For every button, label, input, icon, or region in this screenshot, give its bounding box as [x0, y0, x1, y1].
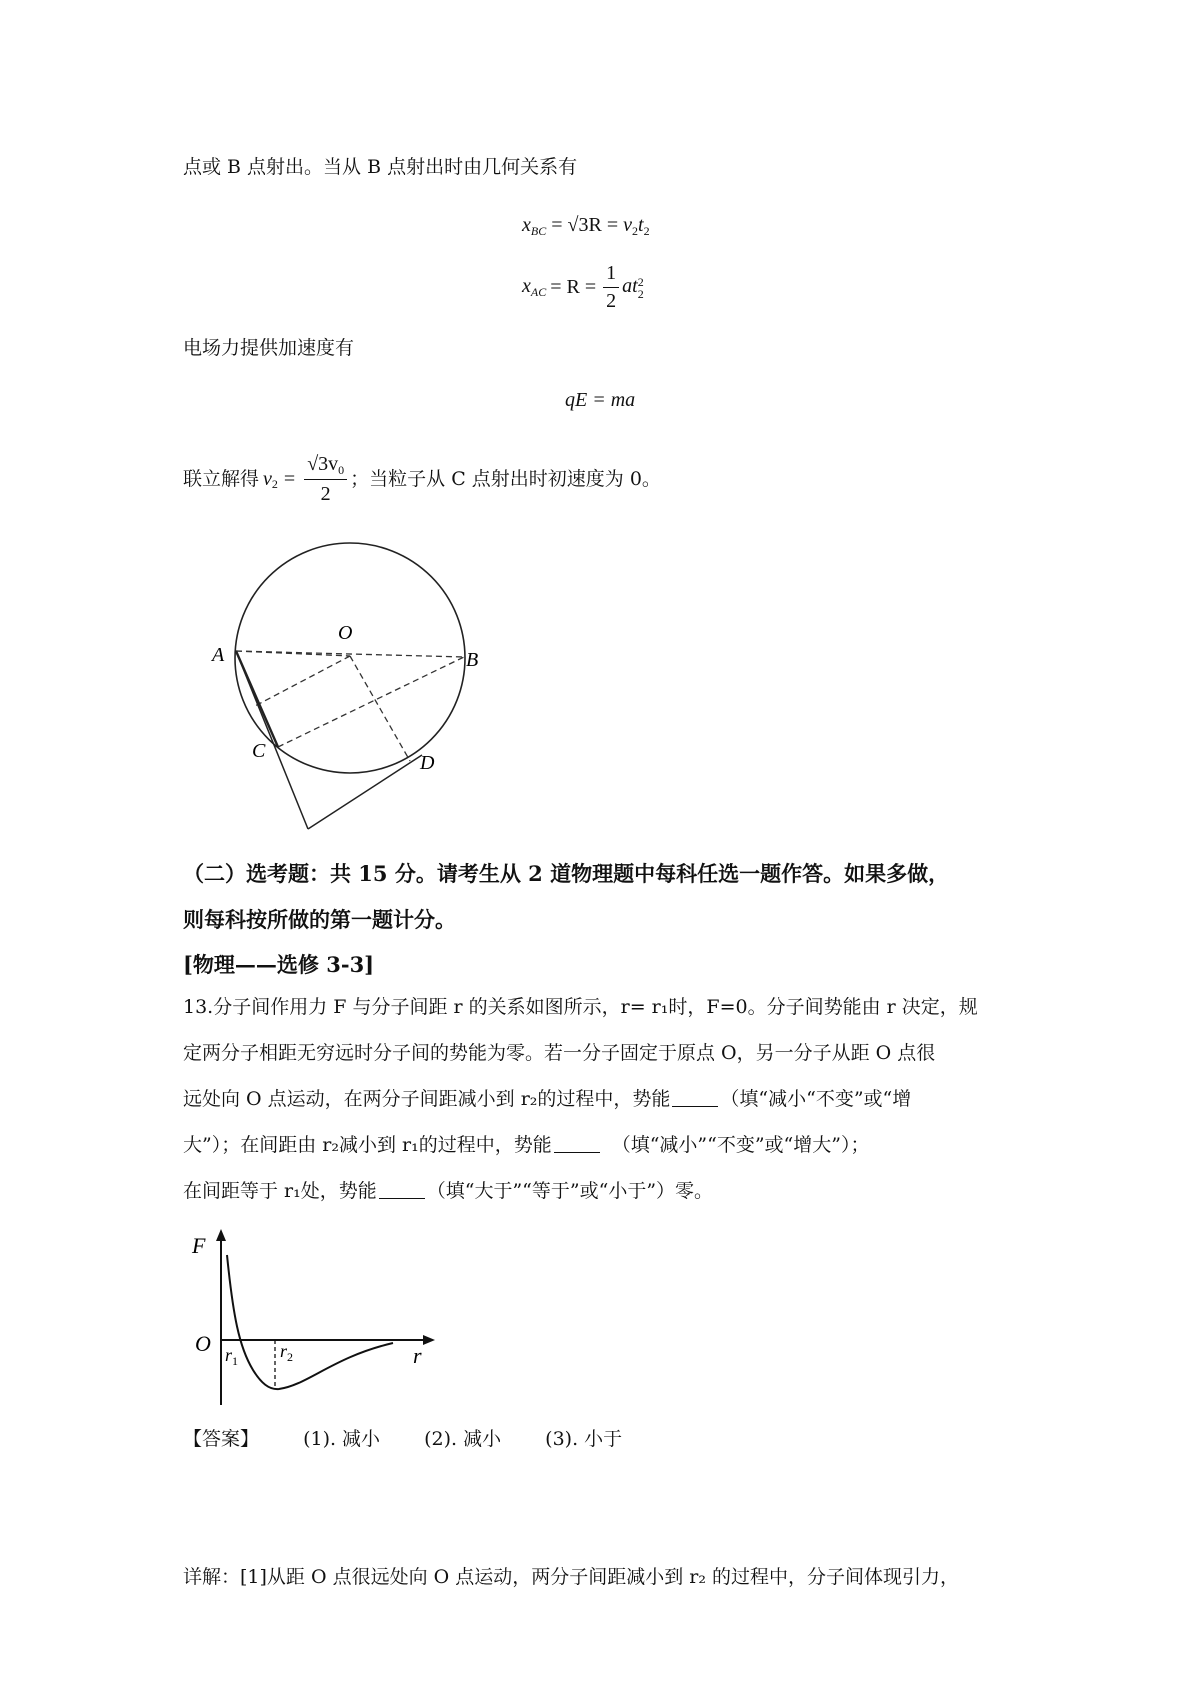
label-d: D — [420, 752, 435, 774]
line-a-extended — [236, 651, 308, 829]
line3-den: 2 — [320, 483, 331, 506]
eq2-sup: 2 — [637, 274, 644, 289]
eq2-num: 1 — [603, 262, 619, 288]
module-label: [物理——选修 3-3] — [183, 952, 375, 977]
explanation-line-1: 详解：[1]从距 O 点很远处向 O 点运动，两分子间距减小到 r₂ 的过程中，分子间体现引力， — [183, 1566, 960, 1588]
q13-line-5 — [183, 1180, 713, 1203]
force-distance-graph — [183, 1225, 443, 1415]
q13-line3-b: （填“减小“不变”或“增 — [720, 1088, 912, 1110]
line3-prefix: 联立解得 — [183, 467, 260, 490]
line3-eq: = — [283, 468, 296, 491]
line3-suffix: ；当粒子从 C 点射出时初速度为 0。 — [350, 467, 661, 490]
answer-blank-1[interactable] — [672, 1090, 718, 1107]
line3-num: √3v — [307, 453, 339, 475]
eq2-lhs: x — [522, 275, 531, 297]
eq1-lhs-sub: BC — [530, 224, 547, 238]
section-heading-line-1: （二）选考题：共 15 分。请考生从 2 道物理题中每科任选一题作答。如果多做， — [183, 861, 950, 886]
eq1-rhs-t: t — [638, 214, 644, 236]
eq2-fraction — [603, 262, 619, 313]
line3-v-sub: 2 — [271, 477, 278, 491]
label-o: O — [338, 622, 353, 644]
eq1-rhs: v — [623, 214, 632, 236]
solution-line-1: 点或 B 点射出。当从 B 点射出时由几何关系有 — [183, 156, 578, 178]
q13-line-3 — [183, 1088, 911, 1111]
x-axis-arrow — [423, 1335, 435, 1345]
r1-text: r — [225, 1345, 233, 1365]
graph-label-o: O — [195, 1331, 211, 1356]
line3-num-sub: 0 — [338, 463, 345, 477]
answer-blank-2[interactable] — [554, 1136, 600, 1153]
dashed-od — [350, 656, 410, 761]
eq2-lhs-sub: AC — [530, 285, 547, 299]
answer-1: (1). 减小 — [303, 1428, 381, 1450]
q13-line4-a: 大”）；在间距由 r₂减小到 r₁的过程中，势能 — [183, 1134, 552, 1156]
label-b: B — [466, 649, 479, 671]
answer-row — [183, 1428, 622, 1451]
q13-line3-a: 远处向 O 点运动，在两分子间距减小到 r₂的过程中，势能 — [183, 1088, 671, 1110]
q13-line-2: 定两分子相距无穷远时分子间的势能为零。若一分子固定于原点 O，另一分子从距 O 点很 — [183, 1042, 936, 1064]
eq1-mid: = √3R = — [551, 214, 619, 236]
answer-tag: 【答案】 — [183, 1428, 260, 1450]
label-a: A — [212, 644, 225, 666]
r2-sub: 2 — [287, 1350, 294, 1364]
eq2-sub: 2 — [637, 286, 644, 301]
circle — [235, 543, 465, 773]
force-curve — [227, 1255, 393, 1389]
graph-label-r: r — [413, 1343, 422, 1368]
line3-fraction — [304, 452, 347, 506]
answer-3: (3). 小于 — [545, 1428, 623, 1450]
solution-line-2: 电场力提供加速度有 — [183, 337, 355, 359]
q13-line-1: 13.分子间作用力 F 与分子间距 r 的关系如图所示，r= r₁时，F=0。分子间势能由 r 决定，规 — [183, 996, 978, 1018]
tangent-at-d — [308, 755, 422, 829]
label-c: C — [252, 740, 266, 762]
answer-blank-3[interactable] — [379, 1182, 425, 1199]
eq1-rhs-sub: 2 — [632, 224, 638, 238]
graph-label-r1 — [225, 1345, 238, 1368]
eq2-den: 2 — [606, 290, 617, 312]
solution-line-3 — [183, 452, 661, 506]
r2-text: r — [280, 1341, 288, 1361]
q13-line5-a: 在间距等于 r₁处，势能 — [183, 1180, 377, 1202]
equation-xac — [522, 262, 644, 313]
section-heading-line-2: 则每科按所做的第一题计分。 — [183, 907, 456, 932]
q13-line5-b: （填“大于”“等于”或“小于”）零。 — [426, 1180, 714, 1202]
eq2-mid: = R = — [550, 276, 597, 298]
q13-line-4 — [183, 1134, 869, 1157]
equation-qe-ma: qE = ma — [565, 389, 636, 411]
graph-label-f: F — [192, 1233, 206, 1258]
dashed-ao — [236, 651, 350, 656]
dashed-o-mid — [255, 656, 350, 706]
circle-figure — [200, 535, 500, 835]
line3-v: v — [263, 468, 272, 491]
eq2-rhs: at — [622, 275, 638, 298]
r1-sub: 1 — [232, 1354, 239, 1368]
eq1-rhs-t-sub: 2 — [643, 224, 650, 238]
eq1-lhs: x — [522, 214, 531, 236]
answer-2: (2). 减小 — [424, 1428, 502, 1450]
equation-xbc — [522, 214, 650, 239]
q13-line4-b: （填“减小”“不变”或“增大”）； — [611, 1134, 870, 1156]
graph-label-r2 — [280, 1341, 293, 1364]
y-axis-arrow — [216, 1229, 226, 1241]
